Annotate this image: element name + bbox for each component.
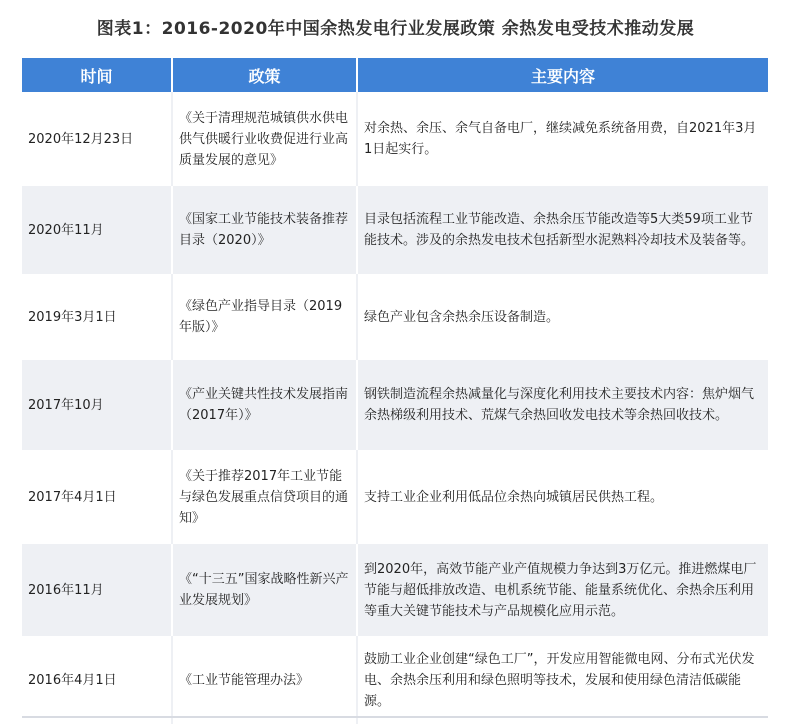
row-content: 到2020年，高效节能产业产值规模力争达到3万亿元。推进燃煤电厂节能与超低排放改造、电机系统节能、能量系统优化、余热余压利用等重大关键节能技术与产品规模化应用示范。 [357, 544, 768, 636]
row-date: 2017年10月 [22, 360, 172, 450]
table-row [22, 636, 768, 724]
table-row [22, 186, 768, 274]
policy-table [22, 58, 768, 724]
row-content: 目录包括流程工业节能改造、余热余压节能改造等5大类59项工业节能技术。涉及的余热发电技术包括新型水泥熟料冷却技术及装备等。 [357, 186, 768, 274]
row-policy: 《关于清理规范城镇供水供电供气供暖行业收费促进行业高质量发展的意见》 [172, 92, 357, 186]
row-policy: 《国家工业节能技术装备推荐目录（2020）》 [172, 186, 357, 274]
row-content: 支持工业企业利用低品位余热向城镇居民供热工程。 [357, 450, 768, 544]
row-content: 绿色产业包含余热余压设备制造。 [357, 274, 768, 360]
table-row [22, 274, 768, 360]
row-content: 对余热、余压、余气自备电厂，继续减免系统备用费，自2021年3月1日起实行。 [357, 92, 768, 186]
table-row [22, 450, 768, 544]
row-policy: 《工业节能管理办法》 [172, 636, 357, 724]
table-bottom-divider [22, 716, 768, 718]
row-date: 2016年4月1日 [22, 636, 172, 724]
row-policy: 《产业关键共性技术发展指南（2017年）》 [172, 360, 357, 450]
row-policy: 《关于推荐2017年工业节能与绿色发展重点信贷项目的通知》 [172, 450, 357, 544]
chart-title: 图表1：2016-2020年中国余热发电行业发展政策 余热发电受技术推动发展 [96, 19, 695, 39]
row-content: 鼓励工业企业创建“绿色工厂”，开发应用智能微电网、分布式光伏发电、余热余压利用和绿色照明等技术，发展和使用绿色清洁低碳能源。 [357, 636, 768, 724]
table-header-row [22, 58, 768, 92]
row-policy: 《绿色产业指导目录（2019年版）》 [172, 274, 357, 360]
row-date: 2020年11月 [22, 186, 172, 274]
table-row [22, 544, 768, 636]
row-date: 2020年12月23日 [22, 92, 172, 186]
table-row [22, 92, 768, 186]
header-content: 主要内容 [357, 58, 768, 92]
row-date: 2016年11月 [22, 544, 172, 636]
row-date: 2019年3月1日 [22, 274, 172, 360]
header-policy: 政策 [172, 58, 357, 92]
row-content: 钢铁制造流程余热减量化与深度化利用技术主要技术内容：焦炉烟气余热梯级利用技术、荒煤气余热回收发电技术等余热回收技术。 [357, 360, 768, 450]
header-time: 时间 [22, 58, 172, 92]
row-policy: 《“十三五”国家战略性新兴产业发展规划》 [172, 544, 357, 636]
row-date: 2017年4月1日 [22, 450, 172, 544]
table-row [22, 360, 768, 450]
